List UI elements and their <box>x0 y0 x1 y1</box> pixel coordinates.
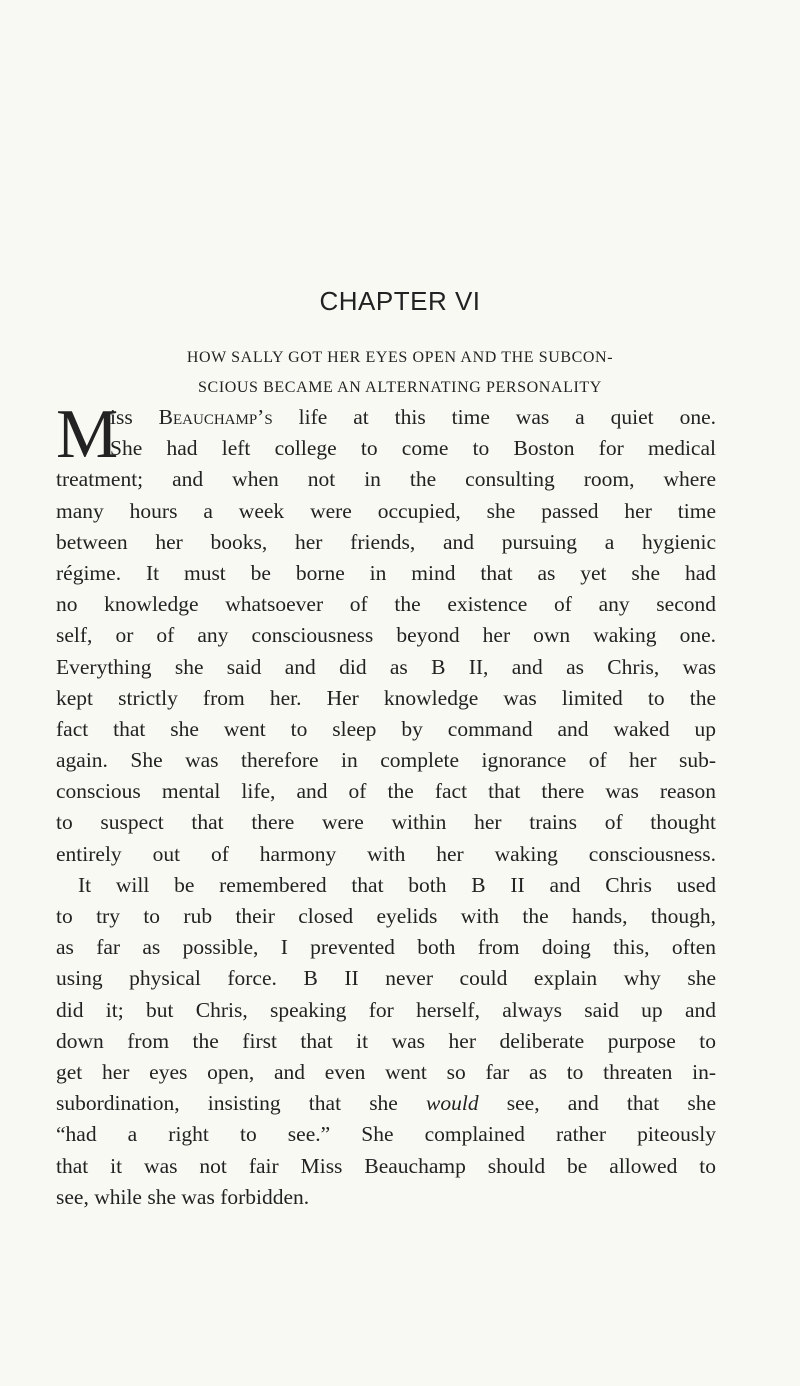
chapter-subtitle-line: SCIOUS BECAME AN ALTERNATING PERSONALITY <box>198 379 602 396</box>
chapter-subtitle <box>100 343 700 403</box>
text-line: no knowledge whatsoever of the existence of any second <box>56 592 716 617</box>
text-line: It will be remembered that both B II and Chris used <box>78 872 716 897</box>
text-line: treatment; and when not in the consulting room, where <box>56 467 716 492</box>
drop-cap: M <box>56 396 119 473</box>
text-line: régime. It must be borne in mind that as yet she had <box>56 560 716 585</box>
text-line: that it was not fair Miss Beauchamp should be allowed to <box>56 1153 716 1178</box>
text-line: fact that she went to sleep by command and waked up <box>56 716 716 741</box>
text-line: conscious mental life, and of the fact that there was reason <box>56 779 716 804</box>
text-line: between her books, her friends, and pursuing a hygienic <box>56 529 716 554</box>
text-line: entirely out of harmony with her waking consciousness. <box>56 841 716 866</box>
text-line: using physical force. B II never could explain why she <box>56 966 716 991</box>
text-line <box>56 1088 716 1119</box>
text-line: Everything she said and did as B II, and as Chris, was <box>56 654 716 679</box>
italic-word: would <box>426 1091 479 1116</box>
text-line: self, or of any consciousness beyond her own waking one. <box>56 623 716 648</box>
chapter-subtitle-line: HOW SALLY GOT HER EYES OPEN AND THE SUBCON- <box>186 349 614 366</box>
text-line <box>56 402 716 433</box>
text-line: again. She was therefore in complete ignorance of her sub- <box>56 748 716 773</box>
text-line: to suspect that there were within her trains of thought <box>56 810 716 835</box>
text-fragment: iss <box>110 405 159 429</box>
text-line: as far as possible, I prevented both from doing this, often <box>56 935 716 960</box>
text-line: see, while she was forbidden. <box>56 1184 310 1209</box>
text-line: many hours a week were occupied, she passed her time <box>56 498 716 523</box>
text-fragment: life at this time was a quiet one. <box>272 405 717 429</box>
text-line: get her eyes open, and even went so far as to threaten in- <box>56 1059 716 1084</box>
chapter-title: CHAPTER VI <box>319 286 481 316</box>
text-line: did it; but Chris, speaking for herself, always said up and <box>56 997 716 1022</box>
text-line: down from the first that it was her deliberate purpose to <box>56 1028 716 1053</box>
text-line: She had left college to come to Boston for medical <box>110 436 716 461</box>
text-line: “had a right to see.” She complained rather piteously <box>56 1122 716 1147</box>
text-line: to try to rub their closed eyelids with the hands, though, <box>56 904 716 928</box>
name-smallcaps: Beauchamp’s <box>158 405 273 429</box>
text-fragment: subordination, insisting that she <box>56 1091 427 1116</box>
text-fragment: see, and that she <box>478 1091 716 1116</box>
body-text <box>56 396 717 1213</box>
text-line: kept strictly from her. Her knowledge was limited to the <box>56 685 716 710</box>
